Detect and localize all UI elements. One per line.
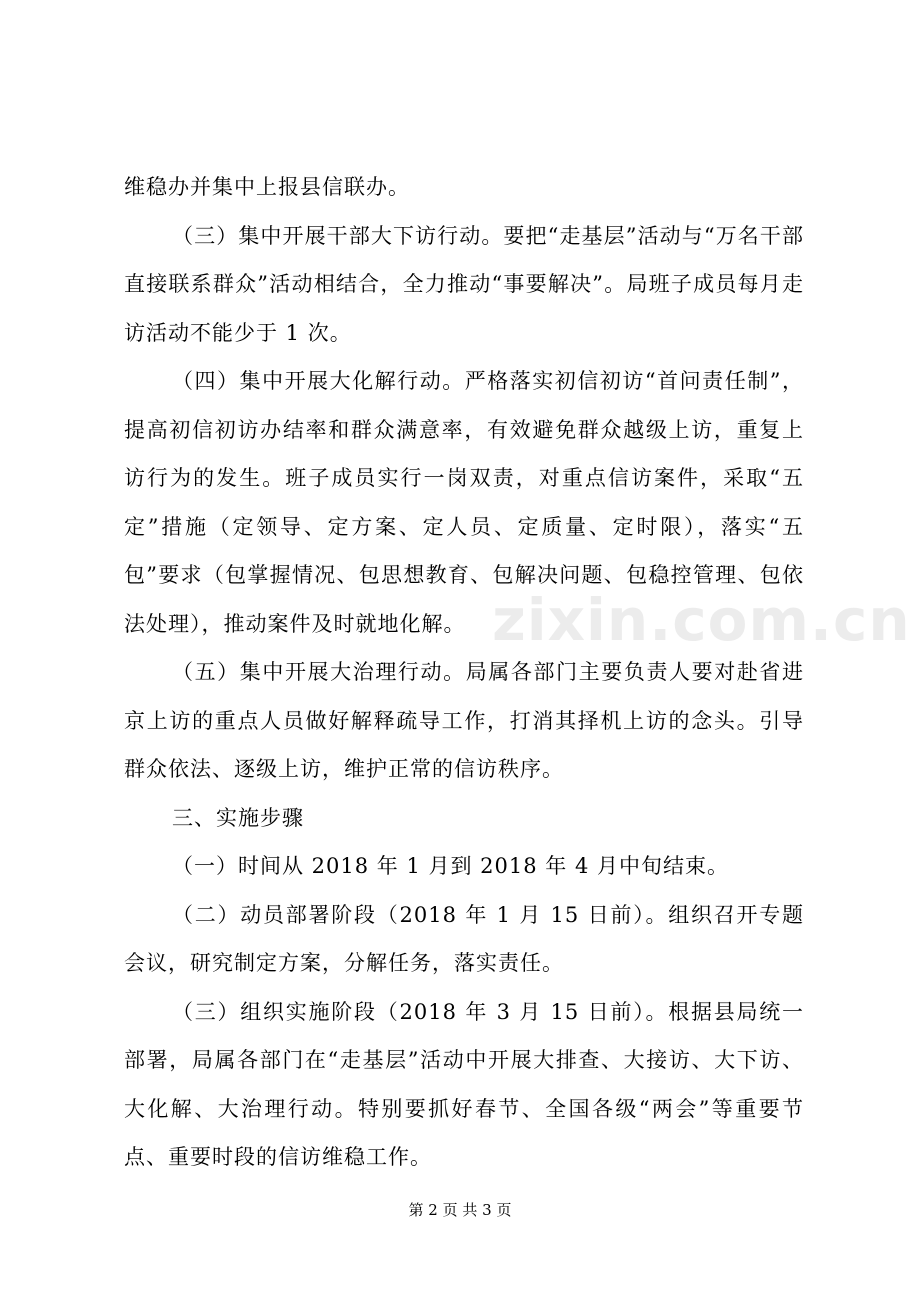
paragraph-section-5: （五）集中开展大治理行动。局属各部门主要负责人要对赴省进京上访的重点人员做好解释疏导工作，打消其择机上访的念头。引导群众依法、逐级上访，维护正常的信访秩序。: [124, 660, 804, 781]
document-body: [124, 163, 804, 1182]
paragraph-section-3: （三）集中开展干部大下访行动。要把“走基层”活动与“万名干部直接联系群众”活动相结合，全力推动“事要解决”。局班子成员每月走访活动不能少于 1 次。: [124, 223, 804, 345]
paragraph-section-4: （四）集中开展大化解行动。严格落实初信初访“首问责任制”，提高初信初访办结率和群众满意率，有效避免群众越级上访，重复上访行为的发生。班子成员实行一岗双责，对重点信访案件，采取“五定”措施（定领导、定方案、定人员、定质量、定时限），落实“五包”要求（包掌握情况、包思想教育、包解决问题、包稳控管理、包依法处理），推动案件及时就地化解。: [124, 369, 804, 636]
watermark: zixin.com.cn: [492, 586, 911, 654]
paragraph-continuation: 维稳办并集中上报县信联办。: [124, 175, 410, 199]
paragraph-step-1: （一）时间从 2018 年 1 月到 2018 年 4 月中旬结束。: [172, 854, 730, 878]
page-footer: 第 2 页 共 3 页: [408, 1201, 512, 1219]
paragraph-step-2: （二）动员部署阶段（2018 年 1 月 15 日前）。组织召开专题会议，研究制定方案，分解任务，落实责任。: [124, 902, 804, 975]
paragraph-step-3: （三）组织实施阶段（2018 年 3 月 15 日前）。根据县局统一部署，局属各部门在“走基层”活动中开展大排查、大接访、大下访、大化解、大治理行动。特别要抓好春节、全国各级“两会”等重要节点、重要时段的信访维稳工作。: [124, 999, 804, 1169]
heading-implementation-steps: 三、实施步骤: [172, 805, 304, 830]
